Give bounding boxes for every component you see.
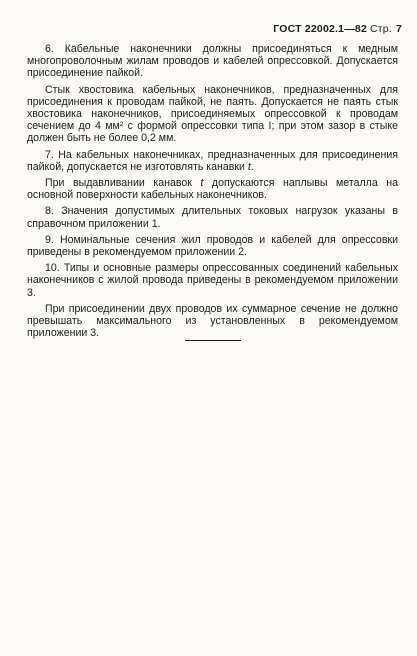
paragraph-6-continued: Стык хвостовика кабельных наконечников, предназначенных для присоединения к проводам пайкой, не паять. Допускается не паять стык хвостовика наконечников, присоединяемых опрессовкой к проводам сечением до 4 мм² с формой опрессовки типа I; при этом зазор в стыке должен быть не более 0,2 мм. (27, 83, 398, 145)
page-header (273, 23, 402, 35)
paragraph-9: 9. Номинальные сечения жил проводов и кабелей для опрессовки приведены в рекомендуемом приложении 2. (27, 233, 398, 259)
paragraph-7: 7. На кабельных наконечниках, предназначенных для присоединения пайкой, допускается не изготовлять канавки t. (27, 148, 398, 173)
paragraph-10-continued: При присоединении двух проводов их суммарное сечение не должно превышать максимального из установленных в рекомендуемом приложении 3. (27, 302, 398, 340)
paragraph-6: 6. Кабельные наконечники должны присоединяться к медным многопроволочным жилам проводов и кабелей опрессовкой. Допускается присоединение пайкой. (27, 43, 398, 80)
section-divider (185, 340, 241, 341)
page-label: Стр. (370, 23, 392, 35)
document-body (27, 43, 398, 343)
page-number: 7 (395, 23, 402, 35)
paragraph-8: 8. Значения допустимых длительных токовых нагрузок указаны в справочном приложении 1. (27, 205, 398, 230)
paragraph-10: 10. Типы и основные размеры опрессованных соединений кабельных наконечников с жилой провода приведены в рекомендуемом приложении 3. (27, 262, 398, 299)
paragraph-7-continued: При выдавливании канавок t допускаются наплывы металла на основной поверхности кабельных наконечников. (27, 177, 398, 202)
standard-number: ГОСТ 22002.1—82 (273, 23, 367, 35)
